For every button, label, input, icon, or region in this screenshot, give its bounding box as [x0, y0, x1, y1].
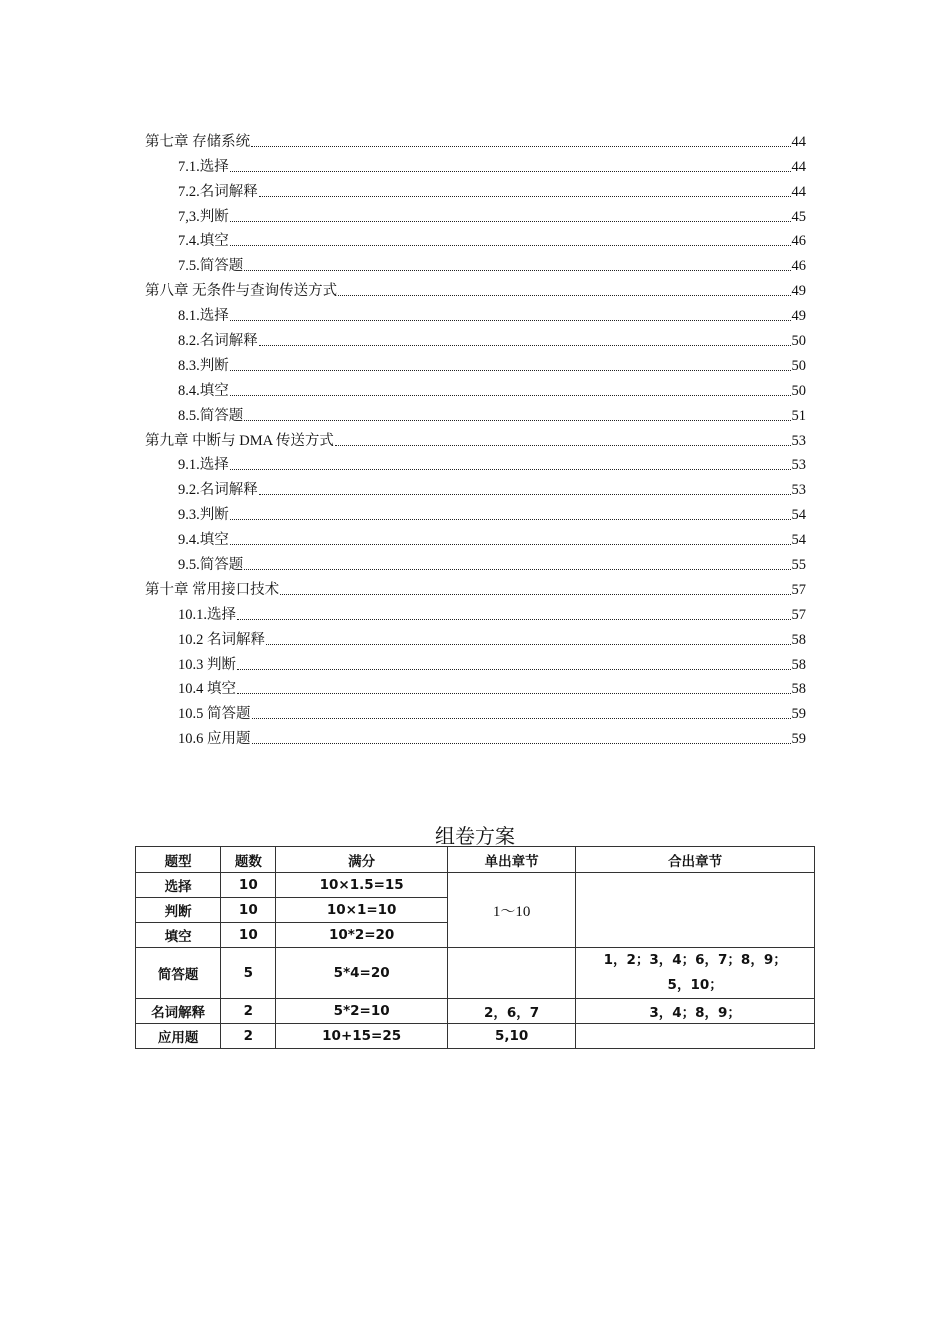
combined-line: 5，10；	[667, 977, 723, 993]
cell-combined-chapter	[576, 948, 815, 999]
cell-combined-chapter: 3，4；8，9；	[576, 999, 815, 1024]
toc-leader-dots	[252, 743, 791, 744]
toc-entry[interactable]	[145, 300, 806, 325]
toc-entry[interactable]	[145, 176, 806, 201]
table-of-contents	[145, 126, 806, 748]
toc-entry-page: 49	[791, 283, 806, 300]
header-score: 满分	[276, 847, 448, 873]
cell-single-chapter: 5,10	[447, 1024, 575, 1049]
toc-entry-page: 50	[791, 357, 806, 374]
cell-count: 2	[221, 999, 276, 1024]
toc-entry-label: 9.4.填空	[178, 532, 229, 549]
toc-leader-dots	[230, 469, 791, 470]
toc-entry-page: 58	[791, 656, 806, 673]
cell-combined-chapter	[576, 1024, 815, 1049]
toc-entry[interactable]	[145, 226, 806, 251]
cell-score: 10×1=10	[276, 898, 448, 923]
cell-score: 10+15=25	[276, 1024, 448, 1049]
cell-count: 2	[221, 1024, 276, 1049]
combined-line: 1，2；3，4；6，7；8，9；	[603, 952, 787, 968]
toc-entry-label: 7,3.判断	[178, 208, 229, 225]
header-type: 题型	[136, 847, 221, 873]
cell-type: 填空	[136, 923, 221, 948]
toc-leader-dots	[335, 445, 791, 446]
table-row	[136, 873, 815, 898]
toc-leader-dots	[230, 221, 791, 222]
cell-type: 应用题	[136, 1024, 221, 1049]
toc-entry-label: 第九章 中断与 DMA 传送方式	[145, 432, 334, 449]
cell-single-chapter: 2，6，7	[447, 999, 575, 1024]
toc-entry-page: 46	[791, 233, 806, 250]
toc-entry-page: 57	[791, 581, 806, 598]
toc-entry-label: 10.5 简答题	[178, 706, 251, 723]
toc-leader-dots	[251, 146, 790, 147]
toc-entry-label: 9.1.选择	[178, 457, 229, 474]
toc-entry[interactable]	[145, 649, 806, 674]
cell-score: 5*4=20	[276, 948, 448, 999]
toc-entry-page: 53	[791, 457, 806, 474]
toc-entry[interactable]	[145, 126, 806, 151]
toc-entry-page: 49	[791, 308, 806, 325]
cell-combined-chapter-merged	[576, 873, 815, 948]
toc-entry-page: 59	[791, 731, 806, 748]
cell-type: 选择	[136, 873, 221, 898]
toc-leader-dots	[230, 395, 791, 396]
cell-score: 10×1.5=15	[276, 873, 448, 898]
toc-entry-page: 50	[791, 333, 806, 350]
toc-entry[interactable]	[145, 275, 806, 300]
toc-leader-dots	[230, 519, 791, 520]
toc-entry-label: 7.1.选择	[178, 158, 229, 175]
toc-leader-dots	[230, 171, 791, 172]
toc-entry[interactable]	[145, 151, 806, 176]
toc-entry-label: 9.2.名词解释	[178, 482, 258, 499]
toc-entry-page: 50	[791, 382, 806, 399]
toc-entry[interactable]	[145, 375, 806, 400]
toc-entry-label: 7.2.名词解释	[178, 183, 258, 200]
toc-entry-page: 55	[791, 557, 806, 574]
toc-leader-dots	[259, 196, 791, 197]
toc-entry-page: 46	[791, 258, 806, 275]
toc-entry-page: 59	[791, 706, 806, 723]
toc-entry-label: 9.3.判断	[178, 507, 229, 524]
toc-entry-page: 44	[791, 158, 806, 175]
cell-single-chapter	[447, 948, 575, 999]
toc-entry-page: 54	[791, 532, 806, 549]
toc-leader-dots	[244, 420, 790, 421]
toc-entry[interactable]	[145, 698, 806, 723]
toc-entry-page: 51	[791, 407, 806, 424]
toc-leader-dots	[252, 718, 791, 719]
toc-leader-dots	[230, 370, 791, 371]
cell-count: 10	[221, 873, 276, 898]
table-header-row	[136, 847, 815, 873]
toc-leader-dots	[266, 644, 791, 645]
toc-entry[interactable]	[145, 574, 806, 599]
toc-entry[interactable]	[145, 474, 806, 499]
cell-count: 10	[221, 898, 276, 923]
plan-title: 组卷方案	[435, 824, 515, 848]
toc-entry-page: 58	[791, 631, 806, 648]
toc-entry[interactable]	[145, 250, 806, 275]
toc-leader-dots	[259, 494, 791, 495]
toc-leader-dots	[237, 693, 791, 694]
toc-entry[interactable]	[145, 400, 806, 425]
toc-entry[interactable]	[145, 201, 806, 226]
toc-entry[interactable]	[145, 499, 806, 524]
toc-entry[interactable]	[145, 599, 806, 624]
toc-leader-dots	[230, 245, 791, 246]
table-row	[136, 1024, 815, 1049]
toc-entry-label: 8.4.填空	[178, 382, 229, 399]
cell-type: 简答题	[136, 948, 221, 999]
toc-entry-label: 8.2.名词解释	[178, 333, 258, 350]
toc-entry[interactable]	[145, 549, 806, 574]
toc-entry-page: 53	[791, 432, 806, 449]
toc-entry-label: 8.1.选择	[178, 308, 229, 325]
toc-entry-label: 7.4.填空	[178, 233, 229, 250]
table-row	[136, 948, 815, 999]
toc-entry-page: 53	[791, 482, 806, 499]
toc-leader-dots	[244, 569, 790, 570]
toc-entry[interactable]	[145, 674, 806, 699]
toc-leader-dots	[230, 544, 791, 545]
cell-score: 5*2=10	[276, 999, 448, 1024]
cell-single-chapter-merged: 1～10	[447, 873, 575, 948]
header-count: 题数	[221, 847, 276, 873]
toc-entry[interactable]	[145, 723, 806, 748]
toc-entry-label: 第十章 常用接口技术	[145, 581, 280, 598]
toc-leader-dots	[280, 594, 790, 595]
toc-entry-label: 10.3 判断	[178, 656, 236, 673]
toc-entry-label: 8.3.判断	[178, 357, 229, 374]
toc-leader-dots	[244, 270, 790, 271]
toc-entry-page: 44	[791, 133, 806, 150]
toc-entry-page: 57	[791, 606, 806, 623]
toc-leader-dots	[230, 320, 791, 321]
toc-entry-label: 7.5.简答题	[178, 258, 244, 275]
toc-entry-label: 第七章 存储系统	[145, 133, 251, 150]
toc-leader-dots	[338, 295, 790, 296]
cell-score: 10*2=20	[276, 923, 448, 948]
cell-type: 判断	[136, 898, 221, 923]
toc-entry-label: 第八章 无条件与查询传送方式	[145, 283, 338, 300]
toc-entry-label: 10.2 名词解释	[178, 631, 265, 648]
toc-entry-page: 54	[791, 507, 806, 524]
toc-entry-label: 9.5.简答题	[178, 557, 244, 574]
toc-leader-dots	[237, 619, 791, 620]
toc-entry-label: 10.1.选择	[178, 606, 236, 623]
toc-entry[interactable]	[145, 450, 806, 475]
toc-entry-page: 45	[791, 208, 806, 225]
cell-type: 名词解释	[136, 999, 221, 1024]
header-combined-chapter: 合出章节	[576, 847, 815, 873]
toc-entry[interactable]	[145, 425, 806, 450]
exam-plan-table	[135, 846, 815, 1049]
header-single-chapter: 单出章节	[447, 847, 575, 873]
toc-entry-label: 10.6 应用题	[178, 731, 251, 748]
toc-entry-label: 8.5.简答题	[178, 407, 244, 424]
toc-entry-page: 44	[791, 183, 806, 200]
toc-entry[interactable]	[145, 350, 806, 375]
toc-leader-dots	[259, 345, 791, 346]
toc-entry-label: 10.4 填空	[178, 681, 236, 698]
cell-count: 10	[221, 923, 276, 948]
toc-entry[interactable]	[145, 524, 806, 549]
toc-entry[interactable]	[145, 325, 806, 350]
table-row	[136, 999, 815, 1024]
toc-entry-page: 58	[791, 681, 806, 698]
cell-count: 5	[221, 948, 276, 999]
toc-entry[interactable]	[145, 624, 806, 649]
toc-leader-dots	[237, 669, 791, 670]
